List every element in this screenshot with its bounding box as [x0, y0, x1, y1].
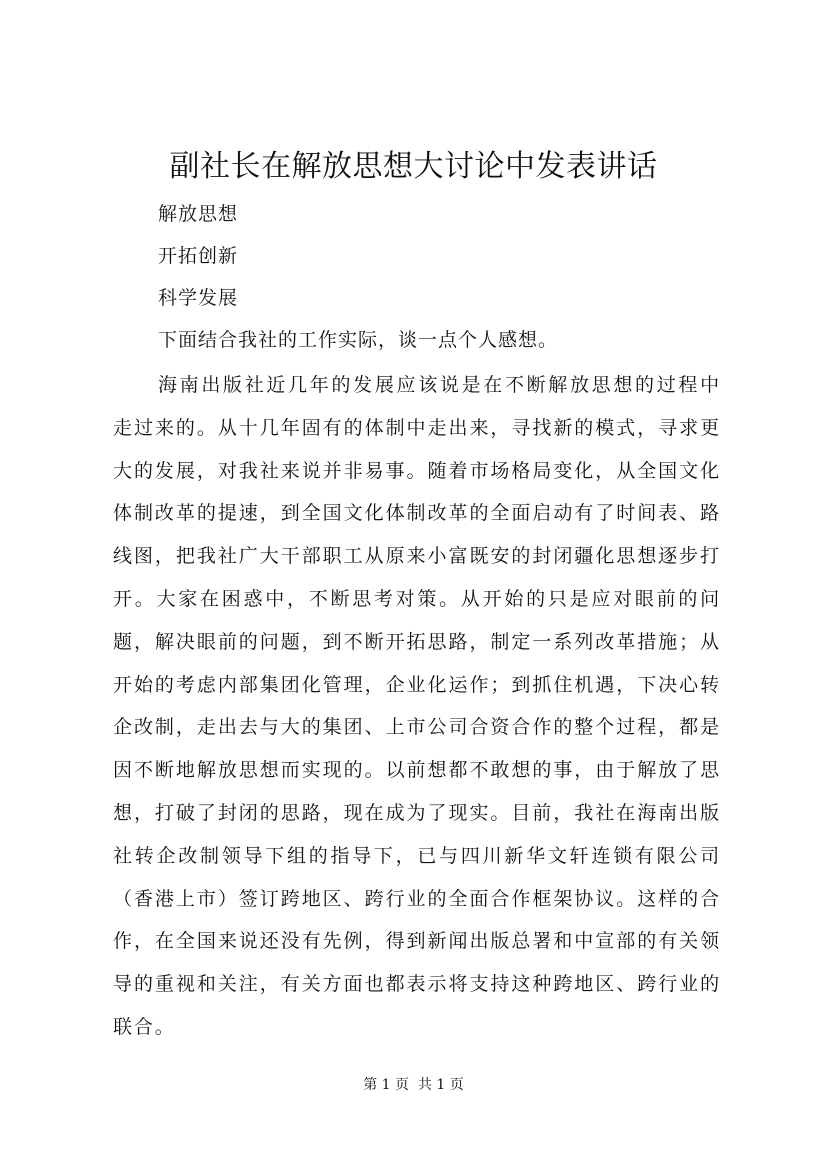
- document-title: 副社长在解放思想大讨论中发表讲话: [169, 149, 658, 184]
- heading-line-2: 开拓创新: [158, 245, 239, 267]
- intro-line: 下面结合我社的工作实际，谈一点个人感想。: [158, 329, 559, 351]
- heading-line-1: 解放思想: [158, 203, 239, 225]
- body-paragraph: 海南出版社近几年的发展应该说是在不断解放思想的过程中走过来的。从十几年固有的体制中走出来，寻找新的模式，寻求更大的发展，对我社来说并非易事。随着市场格局变化，从全国文化体制改革的提速，到全国文化体制改革的全面启动有了时间表、路线图，把我社广大干部职工从原来小富既安的封闭疆化思想逐步打开。大家在困惑中，不断思考对策。从开始的只是应对眼前的问题，解决眼前的问题，到不断开拓思路，制定一系列改革措施；从开始的考虑内部集团化管理，企业化运作；到抓住机遇，下决心转企改制，走出去与大的集团、上市公司合资合作的整个过程，都是因不断地解放思想而实现的。以前想都不敢想的事，由于解放了思想，打破了封闭的思路，现在成为了现实。目前，我社在海南出版社转企改制领导下组的指导下，已与四川新华文轩连锁有限公司（香港上市）签订跨地区、跨行业的全面合作框架协议。这样的合作，在全国来说还没有先例，得到新闻出版总署和中宣部的有关领导的重视和关注，有关方面也都表示将支持这种跨地区、跨行业的联合。: [113, 374, 721, 1038]
- heading-line-3: 科学发展: [158, 287, 239, 309]
- page-indicator: 第 1 页 共 1 页: [363, 1077, 464, 1093]
